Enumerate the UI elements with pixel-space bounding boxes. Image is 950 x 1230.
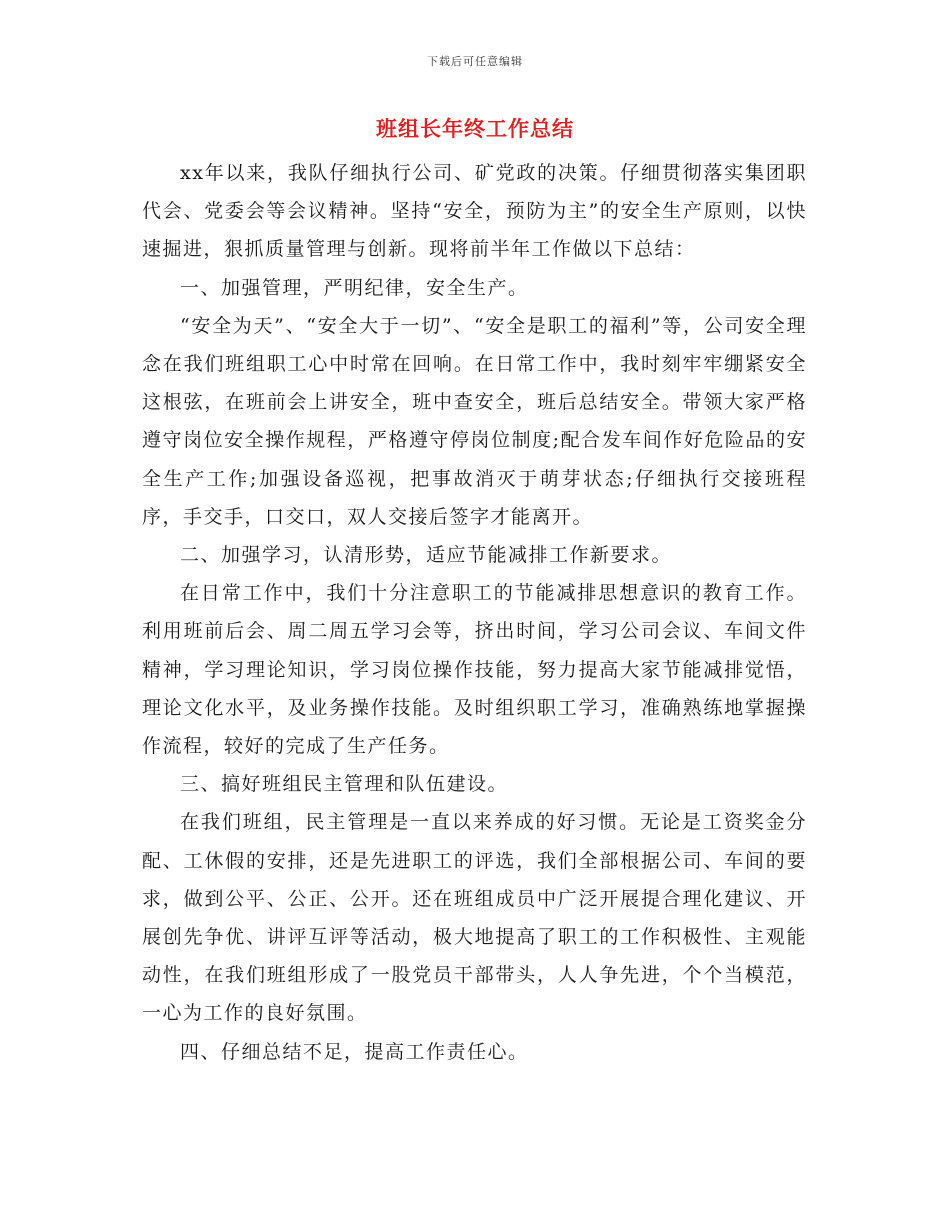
paragraph-learning: 在日常工作中，我们十分注意职工的节能减排思想意识的教育工作。利用班前后会、周二周五学习会等，挤出时间，学习公司会议、车间文件精神，学习理论知识，学习岗位操作技能，努力提高大家节能减排觉悟，理论文化水平，及业务操作技能。及时组织职工学习，准确熟练地掌握操作流程，较好的完成了生产任务。 xyxy=(142,582,807,758)
header-note: 下载后可任意编辑 xyxy=(427,55,523,68)
section-heading-2: 二、加强学习，认清形势，适应节能减排工作新要求。 xyxy=(180,544,673,567)
section-heading-1: 一、加强管理，严明纪律，安全生产。 xyxy=(180,276,529,299)
section-heading-3: 三、搞好班组民主管理和队伍建设。 xyxy=(180,773,509,796)
document-body xyxy=(142,154,807,1071)
section-heading-4: 四、仔细总结不足，提高工作责任心。 xyxy=(180,1040,529,1063)
paragraph-intro: xx年以来，我队仔细执行公司、矿党政的决策。仔细贯彻落实集团职代会、党委会等会议精神。坚持“安全，预防为主”的安全生产原则，以快速掘进，狠抓质量管理与创新。现将前半年工作做以下总结： xyxy=(142,162,807,261)
paragraph-safety: “安全为天”、“安全大于一切”、“安全是职工的福利”等，公司安全理念在我们班组职工心中时常在回响。在日常工作中，我时刻牢牢绷紧安全这根弦，在班前会上讲安全，班中查安全，班后总结安全。带领大家严格遵守岗位安全操作规程，严格遵守停岗位制度;配合发车间作好危险品的安全生产工作;加强设备巡视，把事故消灭于萌芽状态;仔细执行交接班程序，手交手，口交口，双人交接后签字才能离开。 xyxy=(142,314,807,528)
document-title: 班组长年终工作总结 xyxy=(376,116,574,141)
paragraph-democracy: 在我们班组，民主管理是一直以来养成的好习惯。无论是工资奖金分配、工休假的安排，还是先进职工的评选，我们全部根据公司、车间的要求，做到公平、公正、公开。还在班组成员中广泛开展提合理化建议、开展创先争优、讲评互评等活动，极大地提高了职工的工作积极性、主观能动性，在我们班组形成了一股党员干部带头，人人争先进，个个当模范，一心为工作的良好氛围。 xyxy=(142,811,807,1025)
